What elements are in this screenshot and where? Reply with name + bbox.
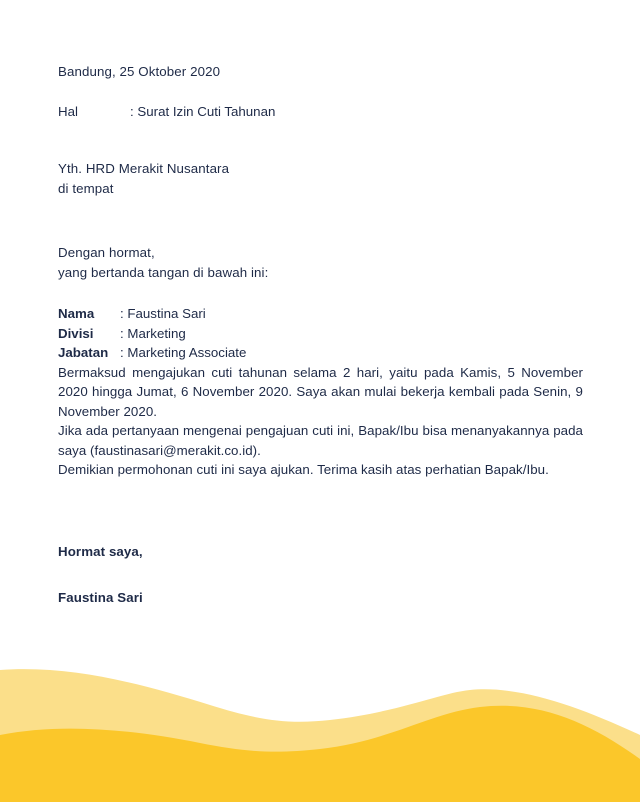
subject-value: Surat Izin Cuti Tahunan: [137, 103, 276, 119]
wave-front-shape: [0, 706, 640, 802]
recipient-line-2: di tempat: [58, 180, 114, 196]
identity-separator-jabatan: :: [120, 345, 128, 360]
identity-value-divisi: Marketing: [127, 325, 186, 341]
subject-separator: :: [130, 103, 138, 119]
decorative-wave-footer: [0, 657, 640, 802]
letter-body: [58, 62, 583, 607]
subject-label: Hal: [58, 103, 78, 119]
identity-block: [58, 304, 583, 363]
identity-value-nama: Faustina Sari: [127, 306, 206, 321]
salutation-line-2: yang bertanda tangan di bawah ini:: [58, 264, 269, 280]
salutation-line-1: Dengan hormat,: [58, 245, 155, 260]
identity-row-nama: [58, 304, 583, 324]
identity-value-jabatan: Marketing Associate: [127, 345, 247, 360]
identity-label-nama: Nama: [58, 306, 95, 321]
signature-name: Faustina Sari: [58, 589, 143, 605]
identity-row-jabatan: [58, 343, 583, 363]
wave-back-shape: [0, 669, 640, 802]
identity-separator-divisi: :: [120, 325, 128, 341]
date-line: Bandung, 25 Oktober 2020: [58, 64, 221, 79]
body-paragraph-3: Demikian permohonan cuti ini saya ajukan. Terima kasih atas perhatian Bapak/Ibu.: [58, 462, 549, 478]
salutation-block: [58, 243, 583, 282]
identity-separator-nama: :: [120, 306, 128, 321]
identity-label-divisi: Divisi: [58, 325, 94, 341]
body-paragraph-2: Jika ada pertanyaan mengenai pengajuan cuti ini, Bapak/Ibu bisa menanyakannya pada saya (faustinasari@merakit.co.id).: [58, 423, 583, 458]
identity-row-divisi: [58, 324, 583, 344]
closing-line: Hormat saya,: [58, 544, 143, 560]
recipient-block: [58, 159, 583, 198]
body-paragraph-1: Bermaksud mengajukan cuti tahunan selama 2 hari, yaitu pada Kamis, 5 November 2020 hingga Jumat, 6 November 2020. Saya akan mulai bekerja kembali pada Senin, 9 November 2020.: [58, 364, 583, 419]
recipient-line-1: Yth. HRD Merakit Nusantara: [58, 161, 230, 176]
identity-label-jabatan: Jabatan: [58, 345, 109, 360]
subject-row: [58, 102, 583, 122]
